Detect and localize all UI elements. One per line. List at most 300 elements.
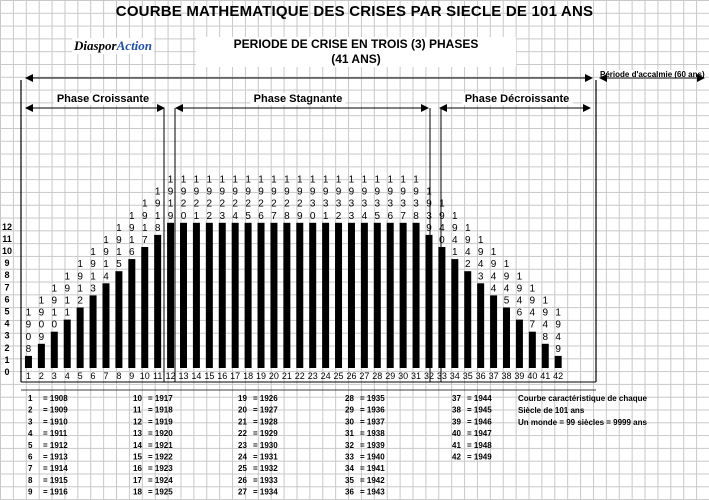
- mapping-index: 38: [452, 405, 461, 415]
- bar-year-digit: 9: [322, 186, 329, 198]
- x-tick-label: 33: [436, 371, 447, 381]
- bar-year-digit: 4: [529, 307, 536, 319]
- bar-year-digit: 1: [348, 174, 355, 186]
- bar-year-digit: 1: [464, 222, 471, 234]
- x-tick-label: 42: [553, 371, 564, 381]
- x-tick-label: 3: [51, 371, 57, 381]
- x-tick-label: 38: [501, 371, 512, 381]
- bar-year-digit: 9: [284, 186, 290, 198]
- mapping-year: = 1925: [148, 487, 173, 497]
- mapping-year: = 1917: [148, 394, 173, 403]
- bar-year-digit: 4: [103, 271, 109, 283]
- bar: [490, 295, 497, 368]
- mapping-year: = 1918: [148, 405, 173, 415]
- bar-year-digit: 6: [129, 247, 135, 259]
- bar-year-digit: 9: [503, 271, 510, 283]
- bar-year-digit: 9: [529, 295, 536, 307]
- mapping-index: 32: [345, 440, 354, 450]
- x-tick-label: 11: [152, 371, 163, 381]
- mapping-year: = 1944: [467, 394, 492, 403]
- mapping-index: 4: [28, 429, 33, 439]
- bar: [283, 223, 290, 368]
- bar-year-digit: 4: [464, 247, 471, 259]
- bar-year-digit: 7: [400, 210, 406, 222]
- bar-year-digit: 1: [167, 174, 174, 186]
- mapping-index: 10: [133, 394, 142, 403]
- bar-year-digit: 9: [103, 247, 109, 259]
- bar-year-digit: 1: [413, 174, 419, 186]
- bar-year-digit: 3: [477, 271, 484, 283]
- x-tick-label: 16: [217, 371, 228, 381]
- x-tick-label: 18: [243, 371, 254, 381]
- mapping-year: = 1935: [360, 394, 385, 403]
- bar: [193, 223, 200, 368]
- mapping-year: = 1943: [360, 487, 385, 497]
- x-tick-label: 8: [116, 371, 122, 381]
- bar-year-digit: 2: [245, 198, 251, 210]
- bar-year-digit: 3: [426, 210, 432, 222]
- bar: [206, 223, 213, 368]
- bar: [115, 271, 122, 368]
- mapping-index: 41: [452, 440, 461, 450]
- bar-year-digit: 2: [335, 210, 342, 222]
- mapping-year: = 1938: [360, 429, 385, 439]
- bar-year-digit: 9: [193, 186, 200, 198]
- bar-year-digit: 1: [271, 174, 277, 186]
- bar-year-digit: 1: [116, 222, 122, 234]
- x-tick-label: 20: [268, 371, 279, 381]
- bar-year-digit: 3: [309, 198, 316, 210]
- bar-year-digit: 1: [64, 295, 71, 307]
- bar-year-digit: 4: [555, 331, 561, 343]
- x-tick-label: 19: [256, 371, 267, 381]
- bar-year-digit: 6: [516, 307, 523, 319]
- bar-year-digit: 4: [503, 283, 510, 295]
- bar-year-digit: 1: [529, 283, 536, 295]
- bar: [180, 223, 187, 368]
- bar-year-digit: 3: [348, 198, 355, 210]
- mapping-index: 40: [452, 429, 461, 439]
- x-tick-label: 27: [359, 371, 370, 381]
- bar-year-digit: 9: [426, 222, 432, 234]
- bar-year-digit: 2: [296, 198, 303, 210]
- bar-year-digit: 4: [439, 222, 445, 234]
- x-tick-label: 9: [129, 371, 135, 381]
- y-tick-label: 12: [1, 221, 13, 232]
- x-tick-label: 7: [103, 371, 109, 381]
- mapping-year: = 1936: [360, 405, 385, 415]
- mapping-index: 18: [133, 487, 142, 497]
- mapping-index: 23: [238, 440, 247, 450]
- bar-year-digit: 3: [361, 198, 368, 210]
- bar-year-digit: 1: [284, 174, 290, 186]
- bar-year-digit: 1: [245, 174, 251, 186]
- bar-year-digit: 1: [322, 210, 329, 222]
- periode-accalmie-label: Période d'accalmie (60 ans): [600, 70, 705, 79]
- bar: [232, 223, 239, 368]
- bar-year-digit: 8: [542, 331, 549, 343]
- legend-line-2: Siècle de 101 ans: [518, 406, 585, 415]
- bar-year-digit: 9: [335, 186, 342, 198]
- bar-year-digit: 7: [141, 235, 148, 246]
- bar-year-digit: 8: [154, 222, 161, 234]
- bar-year-digit: 1: [38, 295, 45, 307]
- x-tick-label: 26: [346, 371, 357, 381]
- bar-year-digit: 4: [490, 283, 497, 295]
- bar-year-digit: 9: [516, 283, 523, 295]
- bar-year-digit: 4: [452, 235, 458, 246]
- bar-year-digit: 3: [335, 198, 342, 210]
- bar: [413, 223, 420, 368]
- bar: [400, 223, 407, 368]
- mapping-year: = 1948: [467, 440, 492, 450]
- bar: [374, 223, 381, 368]
- bar-year-digit: 2: [180, 198, 187, 210]
- bar-year-digit: 4: [516, 295, 523, 307]
- mapping-year: = 1913: [43, 452, 68, 462]
- bar: [51, 332, 58, 368]
- bar-year-digit: 9: [296, 210, 303, 222]
- mapping-index: 22: [238, 429, 247, 439]
- bar: [309, 223, 316, 368]
- bar-year-digit: 9: [116, 235, 122, 246]
- x-tick-label: 25: [333, 371, 344, 381]
- x-tick-label: 36: [475, 371, 486, 381]
- mapping-index: 21: [238, 417, 247, 427]
- bar-year-digit: 1: [503, 259, 510, 271]
- subtitle-line-1: PERIODE DE CRISE EN TROIS (3) PHASES: [233, 37, 479, 51]
- y-tick-label: 6: [4, 294, 10, 305]
- bar-year-digit: 9: [361, 186, 368, 198]
- mapping-year: = 1915: [43, 475, 68, 485]
- mapping-year: = 1942: [360, 475, 385, 485]
- bar-year-digit: 7: [529, 319, 536, 331]
- bar-year-digit: 6: [387, 210, 394, 222]
- mapping-index: 9: [28, 487, 33, 497]
- bar: [555, 356, 562, 368]
- bar-year-digit: 9: [38, 307, 45, 319]
- mapping-year: = 1949: [467, 452, 492, 462]
- bar-year-digit: 9: [64, 283, 71, 295]
- bar: [477, 283, 484, 368]
- bar-year-digit: 4: [542, 319, 549, 331]
- mapping-year: = 1934: [253, 487, 278, 497]
- mapping-year: = 1940: [360, 452, 385, 462]
- bar: [141, 247, 148, 368]
- bar-year-digit: 1: [219, 174, 226, 186]
- x-tick-label: 10: [139, 371, 150, 381]
- x-tick-label: 13: [178, 371, 189, 381]
- bar-year-digit: 5: [116, 259, 122, 271]
- mapping-year: = 1924: [148, 475, 173, 485]
- mapping-year: = 1916: [43, 487, 68, 497]
- mapping-year: = 1931: [253, 452, 278, 462]
- bar-year-digit: 4: [490, 271, 497, 283]
- mapping-year: = 1912: [43, 440, 68, 450]
- bar-year-digit: 1: [374, 174, 381, 186]
- bar: [335, 223, 342, 368]
- bar-year-digit: 1: [542, 295, 549, 307]
- bar-year-digit: 2: [271, 198, 277, 210]
- x-tick-label: 6: [90, 371, 96, 381]
- bar-year-digit: 9: [374, 186, 381, 198]
- mapping-index: 5: [28, 440, 33, 450]
- bar-year-digit: 2: [258, 198, 264, 210]
- bar-year-digit: 1: [426, 186, 432, 198]
- bar: [77, 308, 84, 369]
- bar-year-digit: 1: [141, 198, 148, 210]
- mapping-year: = 1923: [148, 464, 173, 474]
- bar-year-digit: 1: [452, 247, 458, 259]
- x-tick-label: 2: [38, 371, 44, 381]
- diasporaction-logo: DiasporAction: [74, 38, 153, 53]
- mapping-index: 26: [238, 475, 247, 485]
- bar-year-digit: 2: [206, 198, 213, 210]
- mapping-year: = 1941: [360, 464, 385, 474]
- bar-year-digit: 3: [322, 198, 329, 210]
- y-tick-label: 3: [4, 330, 10, 341]
- bar-year-digit: 2: [284, 198, 290, 210]
- mapping-year: = 1930: [253, 440, 278, 450]
- mapping-index: 24: [238, 452, 247, 462]
- bar-year-digit: 9: [413, 186, 419, 198]
- bar: [529, 332, 536, 368]
- mapping-index: 2: [28, 405, 33, 415]
- subtitle-line-2: (41 ANS): [331, 52, 381, 66]
- mapping-index: 3: [28, 417, 33, 427]
- bar-year-digit: 9: [38, 331, 45, 343]
- bar-year-digit: 1: [361, 174, 368, 186]
- bar-year-digit: 9: [167, 210, 174, 222]
- page-title: COURBE MATHEMATIQUE DES CRISES PAR SIECLE DE 101 ANS: [115, 3, 594, 20]
- x-tick-label: 1: [25, 371, 31, 381]
- bar-year-digit: 3: [90, 283, 96, 295]
- x-tick-label: 41: [540, 371, 551, 381]
- mapping-index: 33: [345, 452, 354, 462]
- bar-year-digit: 2: [206, 210, 213, 222]
- y-tick-label: 5: [4, 306, 10, 317]
- mapping-year: = 1911: [43, 429, 68, 439]
- x-tick-label: 4: [64, 371, 70, 381]
- bar-year-digit: 9: [439, 210, 445, 222]
- y-tick-label: 11: [2, 233, 12, 244]
- mapping-year: = 1927: [253, 405, 278, 415]
- bar-year-digit: 9: [25, 319, 32, 331]
- bar-year-digit: 3: [348, 210, 355, 222]
- bar-year-digit: 4: [361, 210, 368, 222]
- bar-year-digit: 1: [154, 186, 161, 198]
- bar-year-digit: 2: [77, 295, 83, 307]
- bar-year-digit: 1: [25, 307, 32, 319]
- bar-year-digit: 9: [542, 307, 549, 319]
- bar-year-digit: 5: [503, 295, 510, 307]
- bar-year-digit: 1: [309, 174, 316, 186]
- bar: [245, 223, 252, 368]
- bar-year-digit: 9: [141, 210, 148, 222]
- mapping-index: 36: [345, 487, 354, 497]
- bar-year-digit: 9: [271, 186, 277, 198]
- x-tick-label: 22: [294, 371, 305, 381]
- bar-year-digit: 9: [232, 186, 238, 198]
- bar-year-digit: 9: [90, 259, 96, 271]
- mapping-index: 16: [133, 464, 142, 474]
- mapping-year: = 1928: [253, 417, 278, 427]
- bar-year-digit: 9: [387, 186, 394, 198]
- mapping-index: 12: [133, 417, 142, 427]
- x-tick-label: 32: [423, 371, 434, 381]
- bar-year-digit: 1: [64, 307, 71, 319]
- bar: [322, 223, 329, 368]
- bar-year-digit: 9: [296, 186, 303, 198]
- bar-year-digit: 0: [51, 319, 58, 331]
- mapping-index: 15: [133, 452, 142, 462]
- bar-year-digit: 3: [400, 198, 406, 210]
- mapping-year: = 1929: [253, 429, 278, 439]
- mapping-year: = 1947: [467, 429, 492, 439]
- mapping-year: = 1910: [43, 417, 68, 427]
- bar-year-digit: 0: [38, 319, 45, 331]
- bar-year-digit: 5: [374, 210, 381, 222]
- x-tick-label: 21: [281, 371, 292, 381]
- bar-year-digit: 1: [90, 271, 96, 283]
- bar: [348, 223, 355, 368]
- bar: [219, 223, 226, 368]
- bar-year-digit: 9: [154, 198, 161, 210]
- mapping-index: 27: [238, 487, 247, 497]
- mapping-year: = 1908: [43, 394, 68, 403]
- bar-year-digit: 1: [400, 174, 406, 186]
- mapping-index: 34: [345, 464, 354, 474]
- mapping-index: 8: [28, 475, 33, 485]
- phase-croissante-label: Phase Croissante: [54, 93, 152, 105]
- bar: [270, 223, 277, 368]
- mapping-year: = 1945: [467, 405, 492, 415]
- bar-year-digit: 1: [516, 271, 523, 283]
- x-tick-label: 5: [77, 371, 83, 381]
- bar-year-digit: 9: [426, 198, 432, 210]
- mapping-index: 31: [345, 429, 354, 439]
- bar: [438, 247, 445, 368]
- bar-year-digit: 1: [103, 235, 109, 246]
- bar-year-digit: 1: [335, 174, 342, 186]
- bar: [464, 271, 471, 368]
- mapping-index: 1: [28, 394, 33, 403]
- bar-year-digit: 8: [25, 343, 32, 355]
- bar-year-digit: 1: [90, 247, 96, 259]
- bar-year-digit: 1: [490, 247, 497, 259]
- mapping-year: = 1933: [253, 475, 278, 485]
- x-tick-label: 34: [449, 371, 460, 381]
- mapping-year: = 1919: [148, 417, 173, 427]
- y-tick-label: 1: [4, 354, 10, 365]
- phase-decroissante-label: Phase Décroissante: [462, 93, 573, 105]
- legend-line-3: Un monde = 99 siècles = 9999 ans: [518, 418, 647, 427]
- bar-year-digit: 9: [464, 235, 471, 246]
- chart-legend: [518, 393, 647, 429]
- bar-year-digit: 2: [464, 259, 471, 271]
- mapping-year: = 1939: [360, 440, 385, 450]
- bar-year-digit: 1: [51, 283, 58, 295]
- bar: [102, 283, 109, 368]
- bar-year-digit: 1: [180, 174, 187, 186]
- mapping-year: = 1932: [253, 464, 278, 474]
- bar-year-digit: 9: [555, 319, 561, 331]
- x-tick-label: 15: [204, 371, 215, 381]
- bar-year-digit: 3: [219, 210, 226, 222]
- mapping-index: 28: [345, 394, 354, 403]
- bar-year-digit: 1: [206, 174, 213, 186]
- bar: [296, 223, 303, 368]
- bar-year-digit: 9: [555, 343, 561, 355]
- bar-year-digit: 1: [296, 174, 303, 186]
- mapping-index: 25: [238, 464, 247, 474]
- mapping-index: 30: [345, 417, 354, 427]
- mapping-index: 6: [28, 452, 33, 462]
- bar-year-digit: 9: [400, 186, 406, 198]
- bar-year-digit: 6: [258, 210, 264, 222]
- bar: [425, 235, 432, 368]
- y-tick-label: 7: [4, 282, 10, 293]
- bar-year-digit: 1: [193, 210, 200, 222]
- bar-year-digit: 1: [77, 259, 83, 271]
- bar-year-digit: 1: [154, 210, 161, 222]
- bar-year-digit: 9: [477, 247, 484, 259]
- mapping-year: = 1920: [148, 429, 173, 439]
- bar-year-digit: 0: [309, 210, 316, 222]
- bar-year-digit: 1: [232, 174, 238, 186]
- bar: [361, 223, 368, 368]
- mapping-index: 14: [133, 440, 142, 450]
- mapping-index: 11: [133, 405, 142, 415]
- bar-year-digit: 1: [141, 222, 148, 234]
- mapping-index: 17: [133, 475, 142, 485]
- x-tick-label: 40: [527, 371, 538, 381]
- bar-year-digit: 9: [245, 186, 251, 198]
- bar-year-digit: 1: [77, 283, 83, 295]
- mapping-index: 39: [452, 417, 461, 427]
- bar-year-digit: 1: [129, 210, 135, 222]
- bar-year-digit: 1: [64, 271, 71, 283]
- x-tick-label: 14: [191, 371, 202, 381]
- bar-year-digit: 0: [180, 210, 187, 222]
- mapping-year: = 1909: [43, 405, 68, 415]
- bar-year-digit: 1: [477, 235, 484, 246]
- x-tick-label: 31: [411, 371, 422, 381]
- y-tick-label: 2: [4, 342, 10, 353]
- bar-year-digit: 1: [258, 174, 264, 186]
- bar-year-digit: 1: [167, 198, 174, 210]
- bar-year-digit: 5: [245, 210, 251, 222]
- mapping-index: 19: [238, 394, 247, 403]
- bar-year-digit: 1: [103, 259, 109, 271]
- mapping-index: 13: [133, 429, 142, 439]
- mapping-year: = 1921: [148, 440, 173, 450]
- bar-year-digit: 4: [232, 210, 238, 222]
- bar-year-digit: 9: [452, 222, 458, 234]
- bar-year-digit: 1: [555, 307, 561, 319]
- bar-year-digit: 1: [51, 307, 58, 319]
- bar-year-digit: 9: [77, 271, 83, 283]
- bar-year-digit: 1: [387, 174, 394, 186]
- bar-year-digit: 2: [232, 198, 238, 210]
- bar-year-digit: 9: [258, 186, 264, 198]
- x-tick-label: 12: [165, 371, 176, 381]
- mapping-index: 42: [452, 452, 461, 462]
- y-tick-label: 0: [4, 367, 10, 377]
- bar: [387, 223, 394, 368]
- mapping-index: 35: [345, 475, 354, 485]
- x-tick-label: 35: [462, 371, 473, 381]
